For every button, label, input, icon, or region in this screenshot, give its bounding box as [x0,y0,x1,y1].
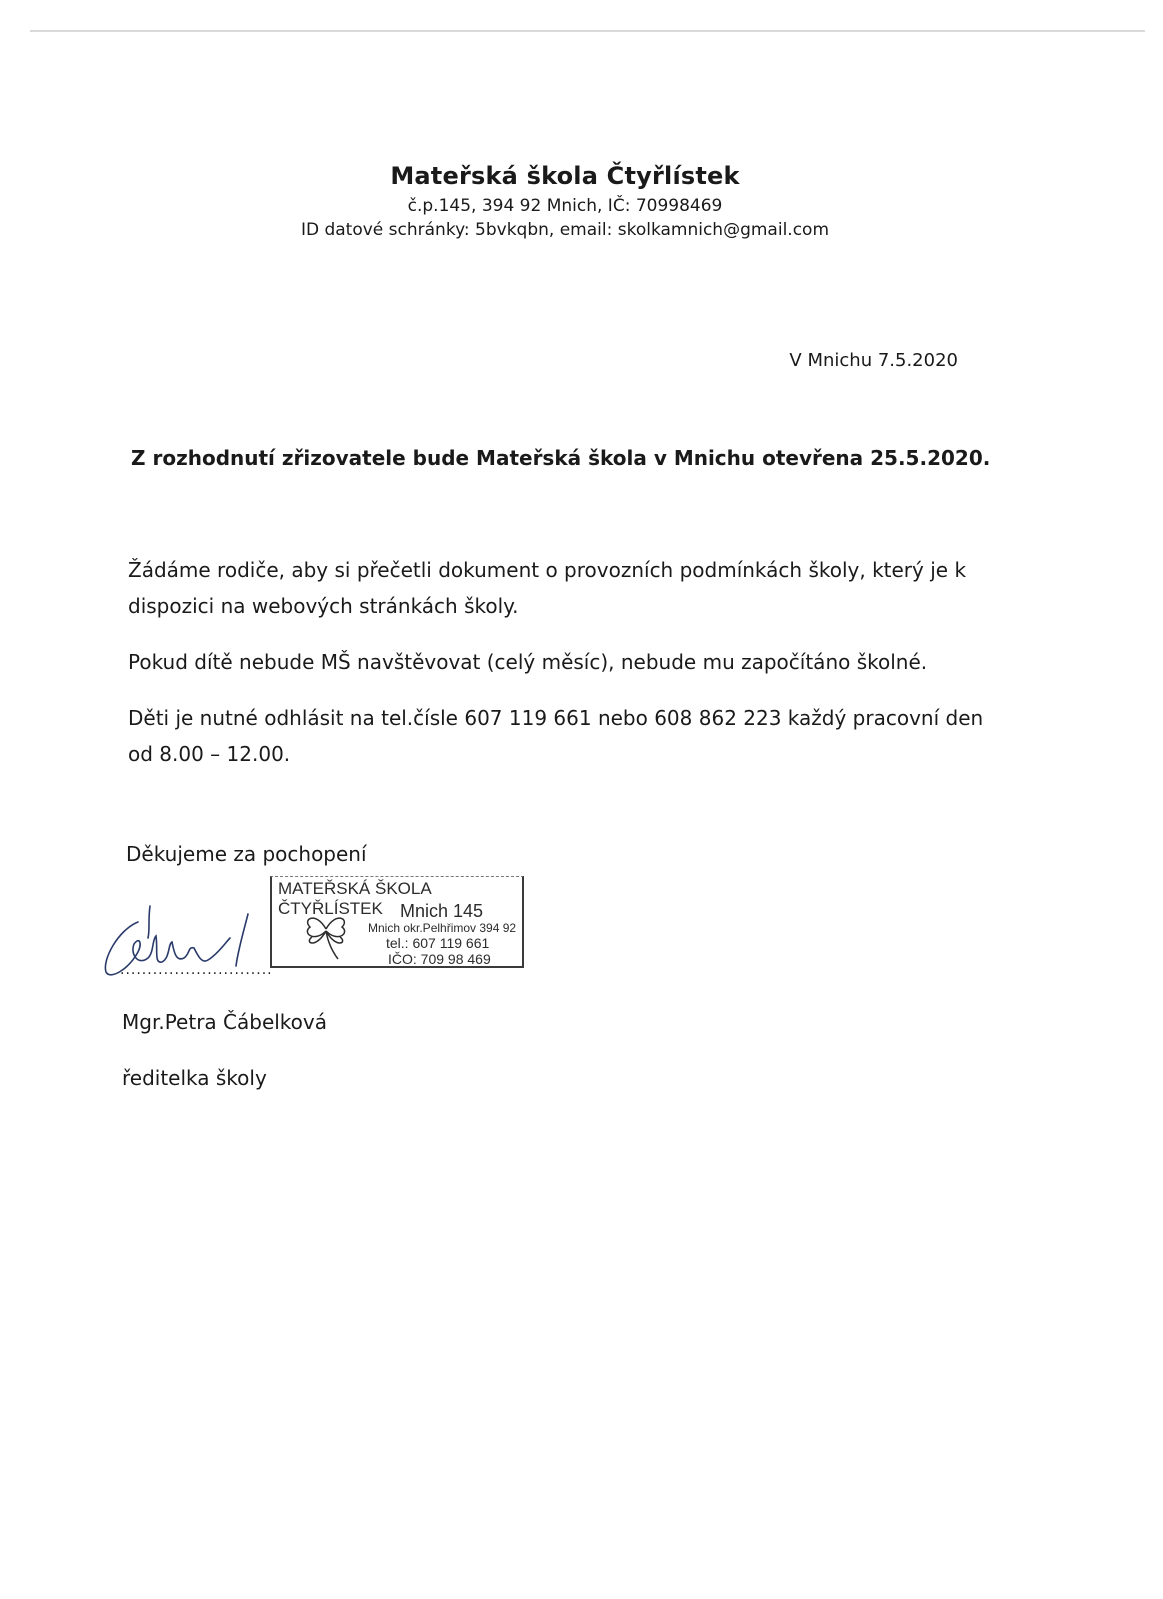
stamp-town: Mnich 145 [400,901,484,921]
signer-title: ředitelka školy [122,1066,267,1090]
stamp-district: Mnich okr.Pelhřimov 394 92 [368,921,517,935]
school-name: Mateřská škola Čtyřlístek [390,162,740,190]
four-leaf-clover-icon [298,903,354,961]
stamp-school-name: MATEŘSKÁ ŠKOLA ČTYŘLÍSTEK [278,879,431,918]
stamp-phone: tel.: 607 119 661 [386,935,490,951]
school-stamp [270,876,524,968]
signer-name: Mgr.Petra Čábelková [122,1010,327,1034]
closing-thanks: Děkujeme za pochopení [126,842,367,866]
paragraph-read-document: Žádáme rodiče, aby si přečetli dokument o provozních podmínkách školy, který je k dispozici na webových stránkách školy. [128,558,967,618]
letterhead [0,162,1130,240]
paragraph-fee: Pokud dítě nebude MŠ navštěvovat (celý měsíc), nebude mu započítáno školné. [128,650,928,674]
scan-edge-line [30,30,1145,32]
paragraph-cancellation: Děti je nutné odhlásit na tel.čísle 607 119 661 nebo 608 862 223 každý pracovní den od 8.00 – 12.00. [128,706,984,766]
school-contact: ID datové schránky: 5bvkqbn, email: skolkamnich@gmail.com [300,220,830,240]
school-address: č.p.145, 394 92 Mnich, IČ: 70998469 [407,196,723,216]
letter-date: V Mnichu 7.5.2020 [789,350,958,371]
signature-line: ............................ [120,962,273,978]
announcement-heading: Z rozhodnutí zřizovatele bude Mateřská škola v Mnichu otevřena 25.5.2020. [131,446,991,470]
stamp-ico: IČO: 709 98 469 [388,951,491,967]
